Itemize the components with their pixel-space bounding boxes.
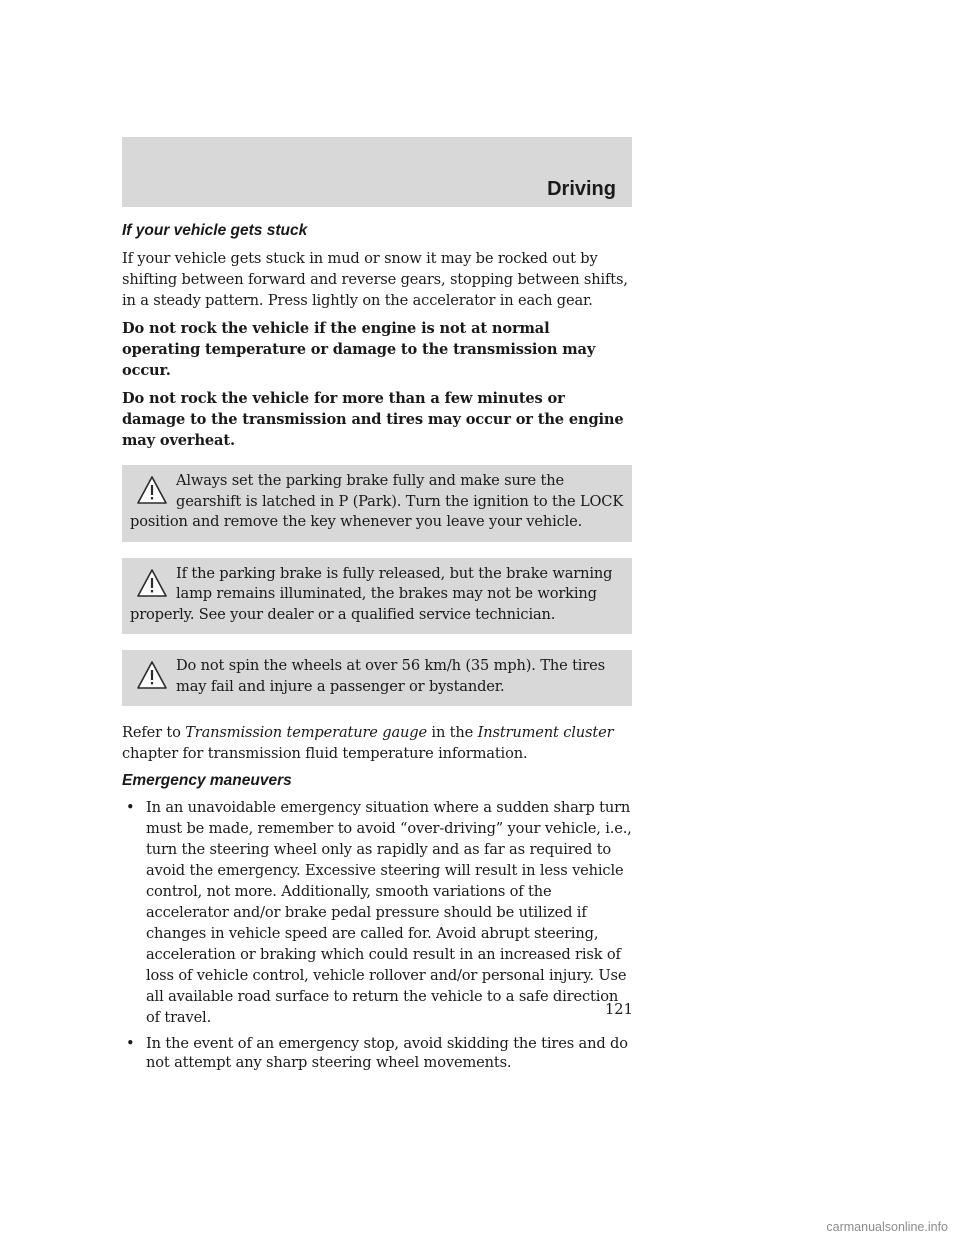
- watermark: carmanualsonline.info: [826, 1220, 948, 1234]
- xref-prefix: Refer to: [122, 724, 186, 741]
- page-content: [122, 221, 632, 1078]
- bold-note: Do not rock the vehicle for more than a few minutes or damage to the transmission and tires may occur or the engine may overheat.: [122, 390, 624, 449]
- chapter-header: [122, 137, 632, 207]
- warning-text: Do not spin the wheels at over 56 km/h (35 mph). The tires may fail and injure a passenger or bystander.: [176, 657, 605, 695]
- warning-box: [122, 558, 632, 635]
- xref-middle: in the: [426, 724, 478, 741]
- xref-suffix: chapter for transmission fluid temperature information.: [122, 745, 528, 762]
- list-item-text: In the event of an emergency stop, avoid skidding the tires and do not attempt any sharp steering wheel movements.: [146, 1035, 628, 1071]
- section-heading-emergency: Emergency maneuvers: [122, 772, 292, 789]
- xref-instrument-cluster: Instrument cluster: [477, 724, 614, 741]
- emergency-list: [122, 797, 632, 1072]
- warning-text: Always set the parking brake fully and make sure the gearshift is latched in P (Park). Turn the ignition to the LOCK position and remove the key whenever you leave your vehicle.: [130, 472, 624, 530]
- stuck-paragraph: If your vehicle gets stuck in mud or snow it may be rocked out by shifting between forward and reverse gears, stopping between shifts, in a steady pattern. Press lightly on the accelerator in each gear.: [122, 250, 628, 309]
- warning-text: If the parking brake is fully released, but the brake warning lamp remains illuminated, the brakes may not be working properly. See your dealer or a qualified service technician.: [130, 564, 613, 623]
- warning-triangle-icon: [130, 658, 175, 694]
- warning-triangle-icon: [130, 473, 175, 509]
- bold-note: Do not rock the vehicle if the engine is not at normal operating temperature or damage to the transmission may occur.: [122, 320, 596, 379]
- list-item-text: In an unavoidable emergency situation where a sudden sharp turn must be made, remember to avoid “over-driving” your vehicle, i.e., turn the steering wheel only as rapidly and as far as required to avoid the emergency. Excessive steering will result in less vehicle control, not more. Additionally, smooth variations of the accelerator and/or brake pedal pressure should be utilized if changes in vehicle speed are called for. Avoid abrupt steering, acceleration or braking which could result in an increased risk of loss of vehicle control, vehicle rollover and/or personal injury. Use all available road surface to return the vehicle to a safe direction of travel.: [146, 799, 632, 1026]
- cross-reference: [122, 722, 632, 764]
- section-heading-stuck: If your vehicle gets stuck: [122, 222, 308, 239]
- warning-box: [122, 650, 632, 706]
- list-item: [122, 797, 632, 1028]
- list-item: [122, 1034, 632, 1072]
- chapter-title: Driving: [547, 178, 616, 200]
- xref-transmission-gauge: Transmission temperature gauge: [185, 724, 427, 741]
- warning-box: [122, 465, 632, 542]
- page-number: 121: [605, 1001, 633, 1018]
- warning-triangle-icon: [130, 566, 175, 602]
- bullet-icon: •: [126, 1035, 135, 1052]
- bullet-icon: •: [126, 799, 135, 816]
